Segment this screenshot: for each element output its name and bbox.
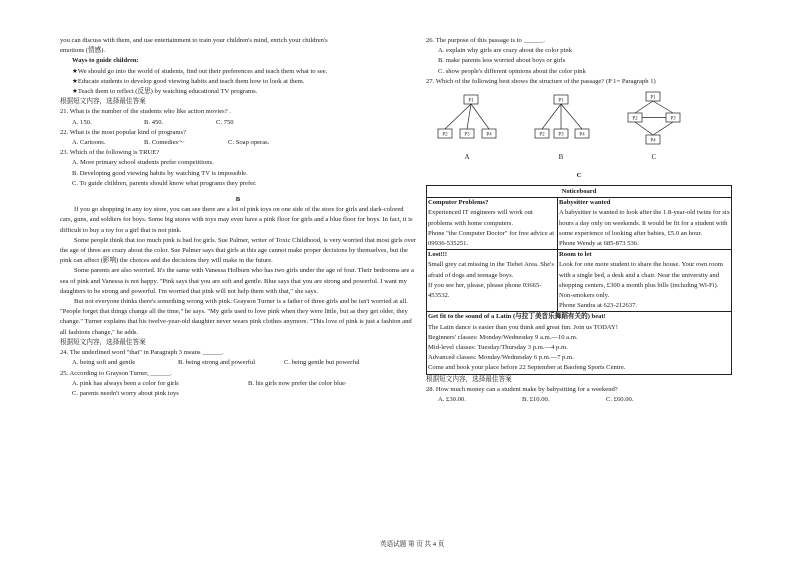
notice-latin-line: Beginners' classes: Monday/Wednesday 9 a.m.—10 a.m. [428, 333, 578, 341]
q21-options [60, 118, 416, 128]
diagram-c-p2-label: P2 [632, 116, 638, 122]
notice-lost-phone: If you see her, please, please phone 03665-453532. [428, 281, 542, 300]
instruction: 根据短文内容，选择最佳答案 [426, 375, 512, 383]
notice-room-body: Look for one more student to share the house. Your own room with a single bed, a desk and a chair. Near the university and shopping centers, £300 a month plus bills (including Wi-Fi). Non-smokers only. [559, 261, 723, 300]
q25-option-a[interactable]: A. pink has always been a color for girls [72, 379, 179, 387]
q25-option-b[interactable]: B. his girls now prefer the color blue· [248, 379, 348, 387]
structure-diagrams-svg [426, 89, 732, 165]
passage-paragraph-2: Some people think that too much pink is bad for girls. Sue Palmer, writer of Toxic Childhood, is very worried that most girls over the age of three are crazy about the color. Sue Palmer says that girls at this age cannot make proper decisions by themselves, but the pink can affect (影响) the choices and the decisions they will make in the future. [60, 236, 416, 265]
diagram-b-p3-label: P3 [558, 132, 564, 138]
noticeboard-row-2 [427, 250, 731, 312]
notice-latin-title: Get fit to the sound of a Latin (与拉丁美音乐舞蹈有关的) beat! [428, 313, 606, 321]
ways-item: ★Teach them to reflect (反思) by watching educational TV programs. [72, 88, 258, 96]
notice-room-phone: Phone Sandra at 623-212637. [559, 302, 638, 310]
q24-option-c[interactable]: C. being gentle but powerful [284, 359, 360, 367]
q25-options [60, 379, 416, 389]
ways-item: ★Educate students to develop good viewing habits and teach them how to look at them. [72, 77, 305, 85]
q22-option-b[interactable]: B. Comedies～ [144, 139, 185, 147]
intro-text-cont: emotions (情感). [60, 47, 106, 55]
diagram-a-p4-label: P4 [486, 132, 492, 138]
section-c-heading: C [576, 172, 582, 180]
noticeboard-row-1 [427, 198, 731, 250]
notice-latin-line: The Latin dance is easier than you think and great fun. Join us TODAY! [428, 323, 618, 331]
q24-option-a[interactable]: A. being soft and gentle [72, 359, 136, 367]
q28-option-b[interactable]: B. £10.00. [522, 396, 550, 404]
notice-latin-line: Mid-level classes: Tuesday/Thursday 3 p.m.—4 p.m. [428, 344, 568, 352]
notice-babysitter-title: Babysitter wanted [559, 199, 611, 207]
passage-paragraph-1: If you go shopping in any toy store, you can see there are a lot of pink toys on one side of the store for girls and dark-colored cars, guns, and soldiers for boys. Some big stores with toys may even have a pink floor for girls and a blue floor for boys. In fact, it is difficult to buy a toy for a girl that is not pink. [60, 206, 413, 234]
diagram-c-p4-label: P4 [650, 138, 656, 144]
notice-lost-title: Lost!!! [428, 251, 448, 259]
intro-text: you can discuss with them, and use entertainment to train your children's mind, enrich your children's [60, 37, 328, 44]
q26-option-a[interactable]: A. explain why girls are crazy about the color pink [438, 47, 573, 55]
notice-babysitter-phone: Phone Wendy at 685-873 536. [559, 240, 639, 248]
structure-diagrams [426, 89, 732, 165]
question-23: 23. Which of the following is TRUE? [60, 149, 160, 157]
question-26: 26. The purpose of this passage is to ______. [426, 37, 545, 44]
question-25: 25. According to Grayson Turner, ______. [60, 369, 172, 377]
diagram-b-p1-label: P1 [558, 98, 564, 104]
instruction: 根据短文内容，选择最佳答案 [60, 338, 146, 346]
section-b-heading: B [235, 196, 241, 204]
q24-options [60, 358, 416, 368]
q28-option-a[interactable]: A. £30.00. [438, 396, 466, 404]
q25-option-c[interactable]: C. parents needn't worry about pink toys [72, 389, 179, 397]
diagram-c-letter[interactable]: C [651, 153, 657, 162]
noticeboard-title: Noticeboard [427, 186, 731, 198]
q22-options [60, 138, 416, 148]
diagram-c-p1-label: P1 [650, 95, 656, 101]
noticeboard [426, 185, 732, 374]
notice-latin-line: Advanced classes: Monday/Wednesday 6 p.m.—7 p.m. [428, 354, 574, 362]
notice-computer [427, 198, 558, 249]
ways-item: ★We should go into the world of students, find out their preferences and teach them what to see. [72, 67, 328, 75]
diagram-a-letter[interactable]: A [464, 153, 470, 162]
left-column [60, 36, 416, 399]
q28-options [426, 395, 732, 405]
q23-option-a[interactable]: A. More primary school students prefer competitions. [72, 159, 214, 167]
question-28: 28. How much money can a student make by babysitting for a weekend? [426, 385, 618, 393]
diagram-c-p3-label: P3 [670, 116, 676, 122]
instruction: 根据短文内容，选择最佳答案 [60, 98, 146, 106]
passage-paragraph-4: But not everyone thinks there's something wrong with pink. Grayson Turner is a father of three girls and he isn't worried at all. "People forget that things change all the time," he says. "My girls used to love pink when they were little, but as they get older, they change." Turner explains that his twelve-year-old daughter never wears pink clothes anymore. "This love of pink is just a fashion and all fashions change," he adds. [60, 298, 412, 336]
notice-room-title: Room to let [559, 251, 592, 259]
notice-lost-body: Small grey cat missing in the Tiebei Area. She's afraid of dogs and teenage boys. [428, 261, 554, 279]
question-27: 27. Which of the following best shows the structure of the passage? (P 1= Paragraph 1) [426, 77, 656, 85]
notice-babysitter-body: A babysitter is wanted to look after the 1.8-year-old twins for six hours a day only on weekends. It would be fit for a student with some experience of looking after babies, £5.0 an hour. [559, 209, 730, 237]
notice-babysitter [558, 198, 731, 249]
q24-option-b[interactable]: B. being strong and powerful [178, 359, 256, 367]
question-22: 22. What is the most popular kind of programs? [60, 128, 187, 136]
diagram-b-p4-label: P4 [579, 132, 585, 138]
notice-latin [427, 312, 731, 373]
diagram-b-p2-label: P2 [539, 132, 545, 138]
question-21: 21. What is the number of the students who like action movies? . [60, 108, 231, 116]
diagram-a-p2-label: P2 [442, 132, 448, 138]
notice-room [558, 250, 731, 311]
q28-option-c[interactable]: C. £60.00. [606, 396, 634, 404]
q23-option-c[interactable]: C. To guide children, parents should know what programs they prefer. [72, 179, 257, 187]
q21-option-a[interactable]: A. 150. [72, 118, 92, 126]
passage-paragraph-3: Some parents are also worried. It's the same with Vanessa Holburn who has two girls under the age of four. Their bedrooms are a sea of pink and Vanessa is not happy. "Pink says that you are soft and gentle. Blue says that you are strong and powerful. I want my daughters to be strong and powerful. I'm worried that pink will not help them with that," she says. [60, 267, 414, 295]
q21-option-b[interactable]: B. 450. [144, 118, 164, 126]
q26-option-c[interactable]: C. show people's different opinions about the color pink [438, 67, 586, 75]
question-24: 24. The underlined word "that" in Paragraph 3 means ______. [60, 349, 224, 357]
notice-computer-body: Experienced IT engineers will work out problems with home computers. [428, 209, 533, 227]
q22-option-a[interactable]: A. Cartoons. [72, 139, 106, 147]
diagram-a-p1-label: P1 [468, 98, 474, 104]
notice-computer-title: Computer Problems? [428, 199, 489, 207]
q26-option-b[interactable]: B. make parents less worried about boys or girls [438, 57, 566, 65]
q21-option-c[interactable]: C. 750 [216, 118, 234, 126]
page-footer: 英语试题 第 页 共 4 页 [380, 541, 445, 548]
right-column [426, 36, 732, 405]
notice-computer-phone: Phone "the Computer Doctor" for free advice at 09936-535251. [428, 229, 555, 248]
q22-option-c[interactable]: C. Soap operas. [228, 139, 270, 147]
q23-option-b[interactable]: B. Developing good viewing habits by watching TV is impossible. [72, 169, 248, 177]
notice-lost [427, 250, 558, 311]
ways-title: Ways to guide children: [72, 57, 139, 65]
diagram-a-p3-label: P3 [464, 132, 470, 138]
diagram-b-letter[interactable]: B [558, 153, 564, 162]
notice-latin-line: Come and book your place before 22 September at Baofeng Sports Centre. [428, 364, 626, 372]
